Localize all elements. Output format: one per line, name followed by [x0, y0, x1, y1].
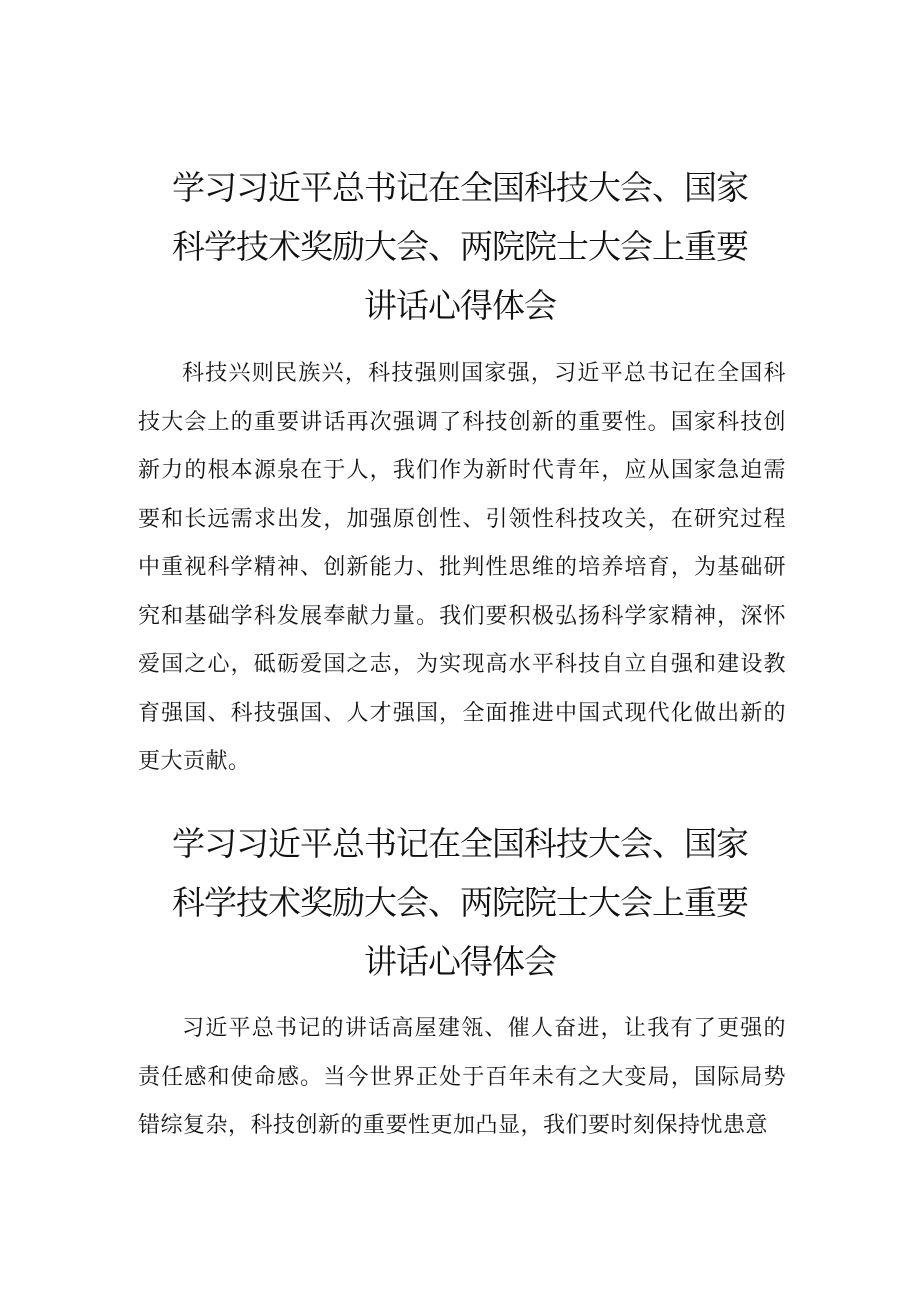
section-paragraph: 科技兴则民族兴，科技强则国家强，习近平总书记在全国科技大会上的重要讲话再次强调了科技创新的重要性。国家科技创新力的根本源泉在于人，我们作为新时代青年，应从国家急迫需要和长远需求出发，加强原创性、引领性科技攻关，在研究过程中重视科学精神、创新能力、批判性思维的培养培育，为基础研究和基础学科发展奉献力量。我们要积极弘扬科学家精神，深怀爱国之心，砥砺爱国之志，为实现高水平科技自立自强和建设教育强国、科技强国、人才强国，全面推进中国式现代化做出新的更大贡献。 [138, 361, 786, 774]
section-title [140, 814, 780, 991]
section-title [140, 158, 780, 335]
title-line: 讲话心得体会 [364, 286, 556, 325]
title-line: 讲话心得体会 [364, 942, 556, 981]
title-line: 学习习近平总书记在全国科技大会、国家 [172, 824, 748, 863]
title-line: 科学技术奖励大会、两院院士大会上重要 [172, 227, 748, 266]
section-paragraph: 习近平总书记的讲话高屋建瓴、催人奋进，让我有了更强的责任感和使命感。当今世界正处于百年未有之大变局，国际局势错综复杂，科技创新的重要性更加凸显，我们要时刻保持忧患意 [138, 1016, 786, 1138]
title-line: 学习习近平总书记在全国科技大会、国家 [172, 168, 748, 207]
title-line: 科学技术奖励大会、两院院士大会上重要 [172, 883, 748, 922]
